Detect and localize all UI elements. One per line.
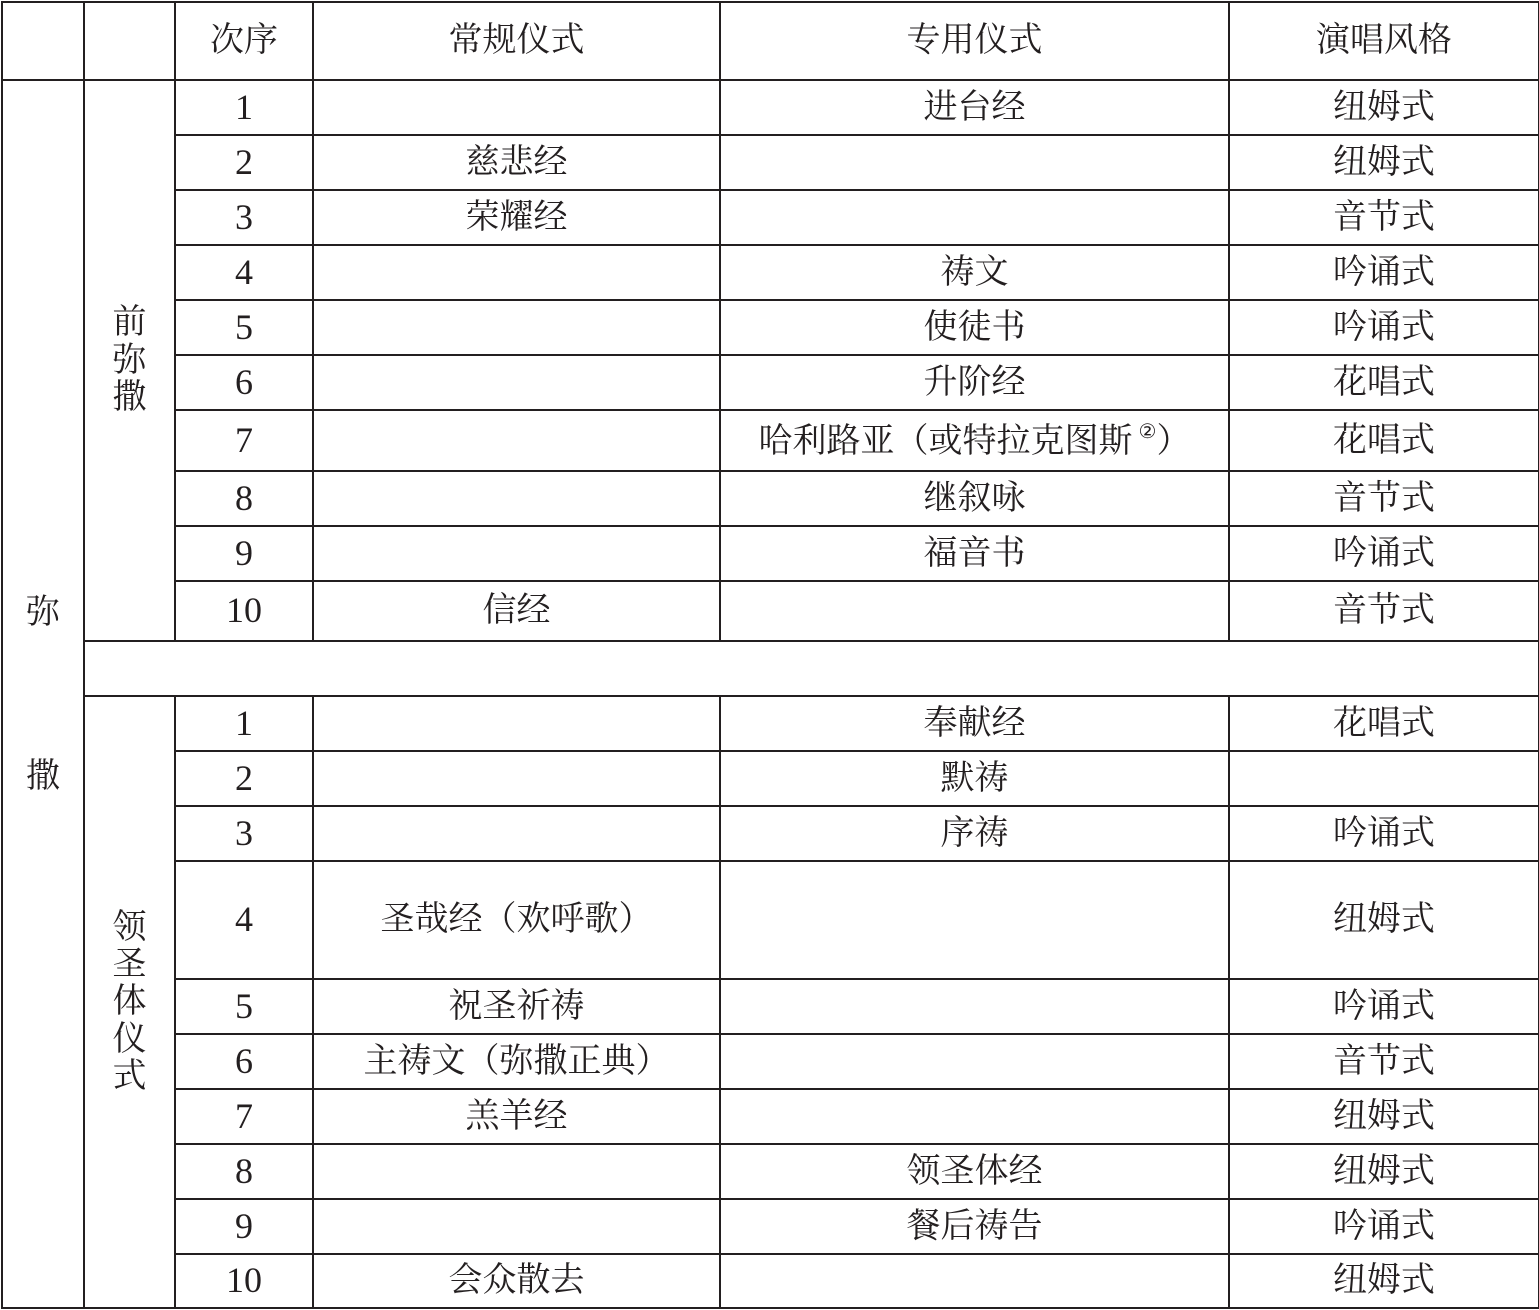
ordinary-cell: [313, 355, 720, 410]
header-proper: 专用仪式: [720, 2, 1229, 80]
order-cell: 4: [175, 245, 313, 300]
style-cell: 吟诵式: [1229, 1199, 1539, 1254]
table-row: [2, 581, 1539, 641]
proper-cell: 使徒书: [720, 300, 1229, 355]
table-row: [2, 300, 1539, 355]
table-row: [2, 471, 1539, 526]
table-row: [2, 861, 1539, 979]
ordinary-cell: [313, 80, 720, 135]
table-row: [2, 190, 1539, 245]
order-cell: 7: [175, 410, 313, 471]
ordinary-cell: 会众散去: [313, 1254, 720, 1308]
proper-cell: 福音书: [720, 526, 1229, 581]
proper-cell: [720, 190, 1229, 245]
table-row: [2, 135, 1539, 190]
ordinary-cell: 圣哉经（欢呼歌）: [313, 861, 720, 979]
order-cell: 3: [175, 190, 313, 245]
style-cell: 纽姆式: [1229, 80, 1539, 135]
ordinary-cell: [313, 696, 720, 751]
header-blank-cell: [2, 2, 84, 80]
order-cell: 9: [175, 526, 313, 581]
ordinary-cell: 慈悲经: [313, 135, 720, 190]
style-cell: 纽姆式: [1229, 1089, 1539, 1144]
style-cell: 吟诵式: [1229, 806, 1539, 861]
style-cell: 纽姆式: [1229, 1144, 1539, 1199]
proper-cell: 序祷: [720, 806, 1229, 861]
style-cell: 花唱式: [1229, 355, 1539, 410]
style-cell: 音节式: [1229, 581, 1539, 641]
mass-order-table: [1, 1, 1539, 1309]
ordinary-cell: [313, 751, 720, 806]
order-cell: 4: [175, 861, 313, 979]
ordinary-cell: 羔羊经: [313, 1089, 720, 1144]
proper-cell: 餐后祷告: [720, 1199, 1229, 1254]
separator-cell: [84, 641, 1539, 696]
order-cell: 2: [175, 135, 313, 190]
table-row: [2, 1034, 1539, 1089]
order-cell: 10: [175, 1254, 313, 1308]
eucharist-label-cell: [84, 696, 175, 1308]
header-style: 演唱风格: [1229, 2, 1539, 80]
style-cell: 纽姆式: [1229, 861, 1539, 979]
proper-cell: 默祷: [720, 751, 1229, 806]
style-cell: 花唱式: [1229, 410, 1539, 471]
style-cell: 音节式: [1229, 190, 1539, 245]
mass-label: 弥撒: [26, 592, 60, 796]
style-cell: 纽姆式: [1229, 1254, 1539, 1308]
header-ordinary: 常规仪式: [313, 2, 720, 80]
ordinary-cell: [313, 526, 720, 581]
proper-cell: 进台经: [720, 80, 1229, 135]
proper-text: 哈利路亚（或特拉克图斯: [758, 421, 1133, 462]
footnote-marker: ②: [1138, 419, 1157, 444]
order-cell: 10: [175, 581, 313, 641]
table-row: [2, 979, 1539, 1034]
table-row: [2, 806, 1539, 861]
proper-cell: 升阶经: [720, 355, 1229, 410]
word-label: 前弥撒: [112, 302, 147, 418]
ordinary-cell: [313, 300, 720, 355]
word-label-cell: [84, 80, 175, 641]
order-cell: 6: [175, 1034, 313, 1089]
order-cell: 5: [175, 300, 313, 355]
style-cell: 花唱式: [1229, 696, 1539, 751]
proper-cell: [720, 410, 1229, 471]
mass-label-cell: [2, 80, 84, 1308]
separator-row: [2, 641, 1539, 696]
eucharist-label: 领圣体仪式: [112, 906, 147, 1097]
style-cell: [1229, 751, 1539, 806]
table-row: [2, 410, 1539, 471]
style-cell: 纽姆式: [1229, 135, 1539, 190]
ordinary-cell: [313, 1199, 720, 1254]
ordinary-cell: [313, 471, 720, 526]
proper-cell: 祷文: [720, 245, 1229, 300]
table-row: [2, 355, 1539, 410]
ordinary-cell: 祝圣祈祷: [313, 979, 720, 1034]
proper-cell: [720, 135, 1229, 190]
table-row: [2, 245, 1539, 300]
ordinary-cell: 信经: [313, 581, 720, 641]
order-cell: 6: [175, 355, 313, 410]
proper-cell: 领圣体经: [720, 1144, 1229, 1199]
order-cell: 3: [175, 806, 313, 861]
table-row: [2, 1199, 1539, 1254]
table-row: [2, 80, 1539, 135]
style-cell: 吟诵式: [1229, 300, 1539, 355]
style-cell: 吟诵式: [1229, 526, 1539, 581]
proper-cell: [720, 1089, 1229, 1144]
table-row: [2, 1089, 1539, 1144]
proper-cell: [720, 979, 1229, 1034]
order-cell: 9: [175, 1199, 313, 1254]
header-blank-cell: [84, 2, 175, 80]
ordinary-cell: [313, 1144, 720, 1199]
order-cell: 5: [175, 979, 313, 1034]
style-cell: 吟诵式: [1229, 245, 1539, 300]
table-row: [2, 751, 1539, 806]
order-cell: 8: [175, 1144, 313, 1199]
proper-cell: [720, 861, 1229, 979]
style-cell: 吟诵式: [1229, 979, 1539, 1034]
ordinary-cell: [313, 410, 720, 471]
order-cell: 8: [175, 471, 313, 526]
order-cell: 1: [175, 696, 313, 751]
table-row: [2, 1254, 1539, 1308]
proper-cell: [720, 581, 1229, 641]
order-cell: 1: [175, 80, 313, 135]
header-order: 次序: [175, 2, 313, 80]
ordinary-cell: [313, 806, 720, 861]
table-row: [2, 526, 1539, 581]
style-cell: 音节式: [1229, 1034, 1539, 1089]
ordinary-cell: [313, 245, 720, 300]
proper-close: ）: [1156, 421, 1191, 462]
style-cell: 音节式: [1229, 471, 1539, 526]
ordinary-cell: 主祷文（弥撒正典）: [313, 1034, 720, 1089]
table-row: [2, 1144, 1539, 1199]
order-cell: 2: [175, 751, 313, 806]
proper-cell: [720, 1034, 1229, 1089]
ordinary-cell: 荣耀经: [313, 190, 720, 245]
order-cell: 7: [175, 1089, 313, 1144]
proper-cell: 奉献经: [720, 696, 1229, 751]
table-row: [2, 696, 1539, 751]
header-row: [2, 2, 1539, 80]
proper-cell: 继叙咏: [720, 471, 1229, 526]
proper-cell: [720, 1254, 1229, 1308]
